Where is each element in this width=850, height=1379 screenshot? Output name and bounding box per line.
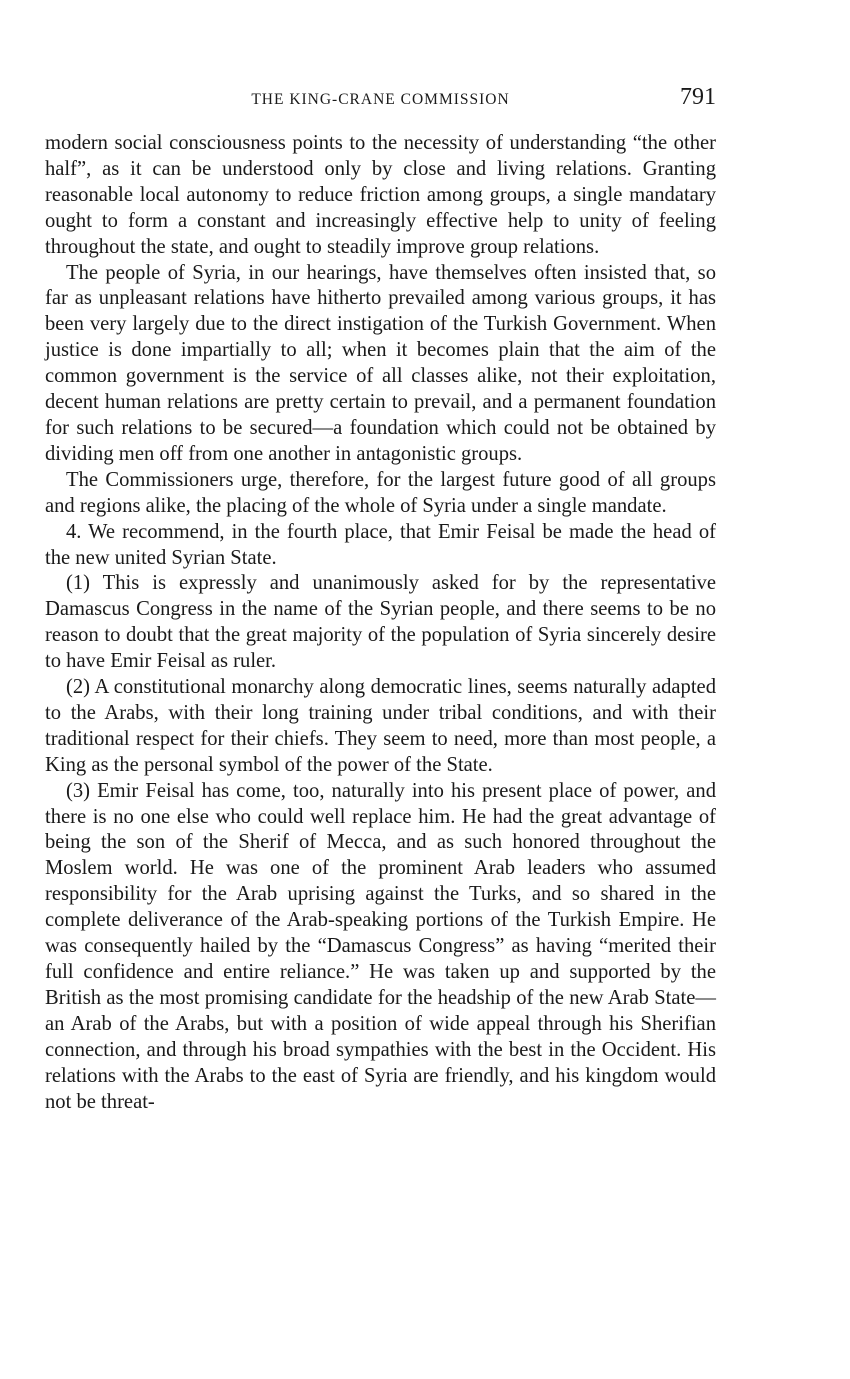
paragraph-point-3: (3) Emir Feisal has come, too, naturally into his present place of power, and there is no one else who could well replace him. He had the great advantage of being the son of the Sherif of Mecca, and as such honored throughout the Moslem world. He was one of the prominent Arab leaders who assumed responsibility for the Arab uprising against the Turks, and so shared in the complete deliverance of the Arab-speaking portions of the Turkish Empire. He was consequently hailed by the “Damascus Congress” as having “merited their full confidence and entire reliance.” He was taken up and supported by the British as the most promising candidate for the headship of the new Arab State—an Arab of the Arabs, but with a position of wide appeal through his Sherifian connection, and through his broad sympathies with the best in the Occident. His relations with the Arabs to the east of Syria are friendly, and his kingdom would not be threat- xyxy=(45,779,716,1113)
paragraph-continuation: modern social consciousness points to the necessity of understanding “the other half”, as it can be understood only by close and living relations. Granting reasonable local autonomy to reduce friction among groups, a single mandatary ought to form a constant and increasingly effective help to unity of feeling throughout the state, and ought to steadily improve group relations. xyxy=(45,132,716,258)
body-text xyxy=(45,131,716,1115)
paragraph-recommendation-4: 4. We recommend, in the fourth place, that Emir Feisal be made the head of the new united Syrian State. xyxy=(45,520,716,569)
running-header xyxy=(45,86,716,116)
paragraph-single-mandate: The Commissioners urge, therefore, for the largest future good of all groups and regions alike, the placing of the whole of Syria under a single mandate. xyxy=(45,468,716,517)
paragraph-point-1: (1) This is expressly and unanimously asked for by the representative Damascus Congress in the name of the Syrian people, and there seems to be no reason to doubt that the great majority of the population of Syria sincerely desire to have Emir Feisal as ruler. xyxy=(45,572,716,673)
page-number: 791 xyxy=(680,84,716,110)
running-title: THE KING-CRANE COMMISSION xyxy=(251,91,510,108)
paragraph-point-2: (2) A constitutional monarchy along democratic lines, seems naturally adapted to the Arabs, with their long training under tribal conditions, and with their traditional respect for their chiefs. They seem to need, more than most people, a King as the personal symbol of the power of the State. xyxy=(45,676,716,776)
paragraph-syrian-hearings: The people of Syria, in our hearings, have themselves often insisted that, so far as unpleasant relations have hitherto prevailed among various groups, it has been very largely due to the direct instigation of the Turkish Government. When justice is done impartially to all; when it becomes plain that the aim of the common government is the service of all classes alike, not their exploitation, decent human relations are pretty certain to prevail, and a permanent foundation for such relations to be secured—a foundation which could not be obtained by dividing men off from one another in antagonistic groups. xyxy=(45,261,716,465)
